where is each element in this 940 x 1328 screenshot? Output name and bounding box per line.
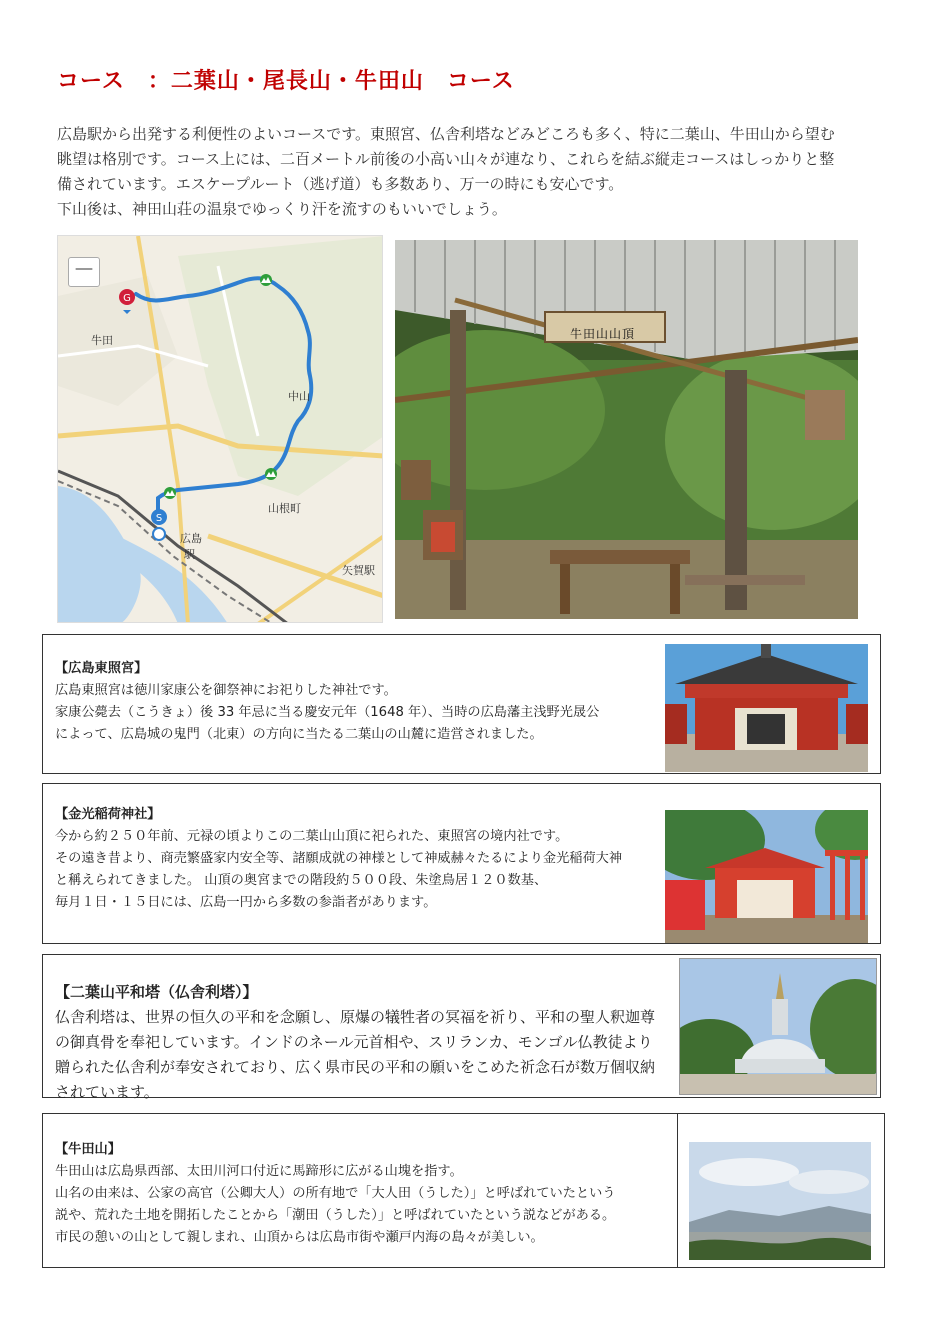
section-line: 広島東照宮は徳川家康公を御祭神にお祀りした神社です。 [55, 683, 397, 698]
map-label-yamanecho: 山根町 [268, 502, 301, 515]
section-toshogu-text [55, 658, 665, 746]
section-heading: 【金光稲荷神社】 [55, 807, 161, 822]
page-title: コース ：二葉山・尾長山・牛田山 コース [57, 69, 515, 94]
intro-text [57, 122, 897, 222]
summit-sign-text: 牛田山山頂 [570, 327, 636, 341]
section-heading: 【二葉山平和塔（仏舎利塔）】 [55, 983, 258, 1001]
section-line: されています。 [55, 1083, 159, 1101]
summit-photo [395, 240, 858, 619]
section-line: 市民の憩いの山として親しまれ、山頂からは広島市街や瀬戸内海の島々が美しい。 [55, 1230, 544, 1245]
section-line: その遠き昔より、商売繁盛家内安全等、諸願成就の神様として神威赫々たるにより金光稲荷大神 [55, 851, 623, 866]
map-label-ushita: 牛田 [91, 334, 113, 347]
intro-line: 眺望は格別です。コース上には、二百メートル前後の小高い山々が連なり、これらを結ぶ縦走コースはしっかりと整 [57, 150, 835, 168]
section-heading: 【広島東照宮】 [55, 661, 148, 676]
peak-icon [258, 274, 274, 286]
section-peace-pagoda [42, 954, 881, 1101]
svg-text:G: G [123, 293, 131, 304]
map-label-hiroshima-station: 広島 [180, 532, 202, 545]
map-label-nakayama: 中山 [288, 390, 310, 403]
route-map[interactable] [57, 235, 383, 623]
section-line: 仏舎利塔は、世界の恒久の平和を念願し、原爆の犠牲者の冥福を祈り、平和の聖人釈迦尊 [55, 1008, 656, 1026]
section-line: 説や、荒れた土地を開拓したことから「潮田（うした）」と呼ばれていたという説などがある。 [55, 1208, 616, 1223]
intro-line: 広島駅から出発する利便性のよいコースです。東照宮、仏舎利塔などみどころも多く、特に二葉山、牛田山から望む [57, 125, 835, 143]
start-marker-icon [150, 508, 168, 542]
section-peace-pagoda-text [55, 980, 680, 1105]
section-kinko-inari [42, 783, 881, 944]
section-line: 贈られた仏舎利が奉安されており、広く県市民の平和の願いをこめた祈念石が数万個収納 [55, 1058, 656, 1076]
peak-icon [263, 468, 279, 480]
toshogu-photo [665, 644, 868, 772]
peak-icon [162, 487, 178, 499]
section-kinko-inari-text [55, 804, 681, 914]
kinko-inari-photo [665, 810, 868, 943]
section-ushitayama-text [55, 1139, 685, 1249]
svg-text:S: S [155, 513, 163, 524]
section-line: と稱えられてきました。 山頂の奥宮までの階段約５００段、朱塗鳥居１２０数基、 [55, 873, 548, 888]
section-line: によって、広島城の鬼門（北東）の方向に当たる二葉山の山麓に造営されました。 [55, 727, 543, 742]
section-line: 牛田山は広島県西部、太田川河口付近に馬蹄形に広がる山塊を指す。 [55, 1164, 463, 1179]
section-line: 家康公薨去（こうきょ）後 33 年忌に当る慶安元年（1648 年）、当時の広島藩主浅野光晟公 [55, 705, 600, 720]
intro-line: 備されています。エスケープルート（逃げ道）も多数あり、万一の時にも安心です。 [57, 175, 624, 193]
intro-line: 下山後は、神田山荘の温泉でゆっくり汗を流すのもいいでしょう。 [57, 200, 507, 218]
section-ushitayama [42, 1113, 885, 1268]
map-label-hiroshima-station-2: 駅 [184, 548, 195, 561]
ushitayama-photo [689, 1142, 871, 1260]
section-toshogu [42, 634, 881, 774]
section-line: の御真骨を奉祀しています。インドのネール元首相や、スリランカ、モンゴル仏教徒より [55, 1033, 653, 1051]
section-line: 今から約２５０年前、元禄の頃よりこの二葉山山頂に祀られた、東照宮の境内社です。 [55, 829, 569, 844]
section-line: 毎月１日・１５日には、広島一円から多数の参詣者があります。 [55, 895, 437, 910]
section-heading: 【牛田山】 [55, 1142, 121, 1157]
peace-pagoda-photo [679, 958, 877, 1095]
goal-marker-icon [118, 288, 136, 314]
map-label-yaga-station: 矢賀駅 [342, 564, 375, 577]
section-line: 山名の由来は、公家の高官（公卿大人）の所有地で「大人田（うした）」と呼ばれていたという [55, 1186, 616, 1201]
route-map-drawing [58, 236, 383, 623]
zoom-out-button[interactable]: － [68, 257, 100, 287]
